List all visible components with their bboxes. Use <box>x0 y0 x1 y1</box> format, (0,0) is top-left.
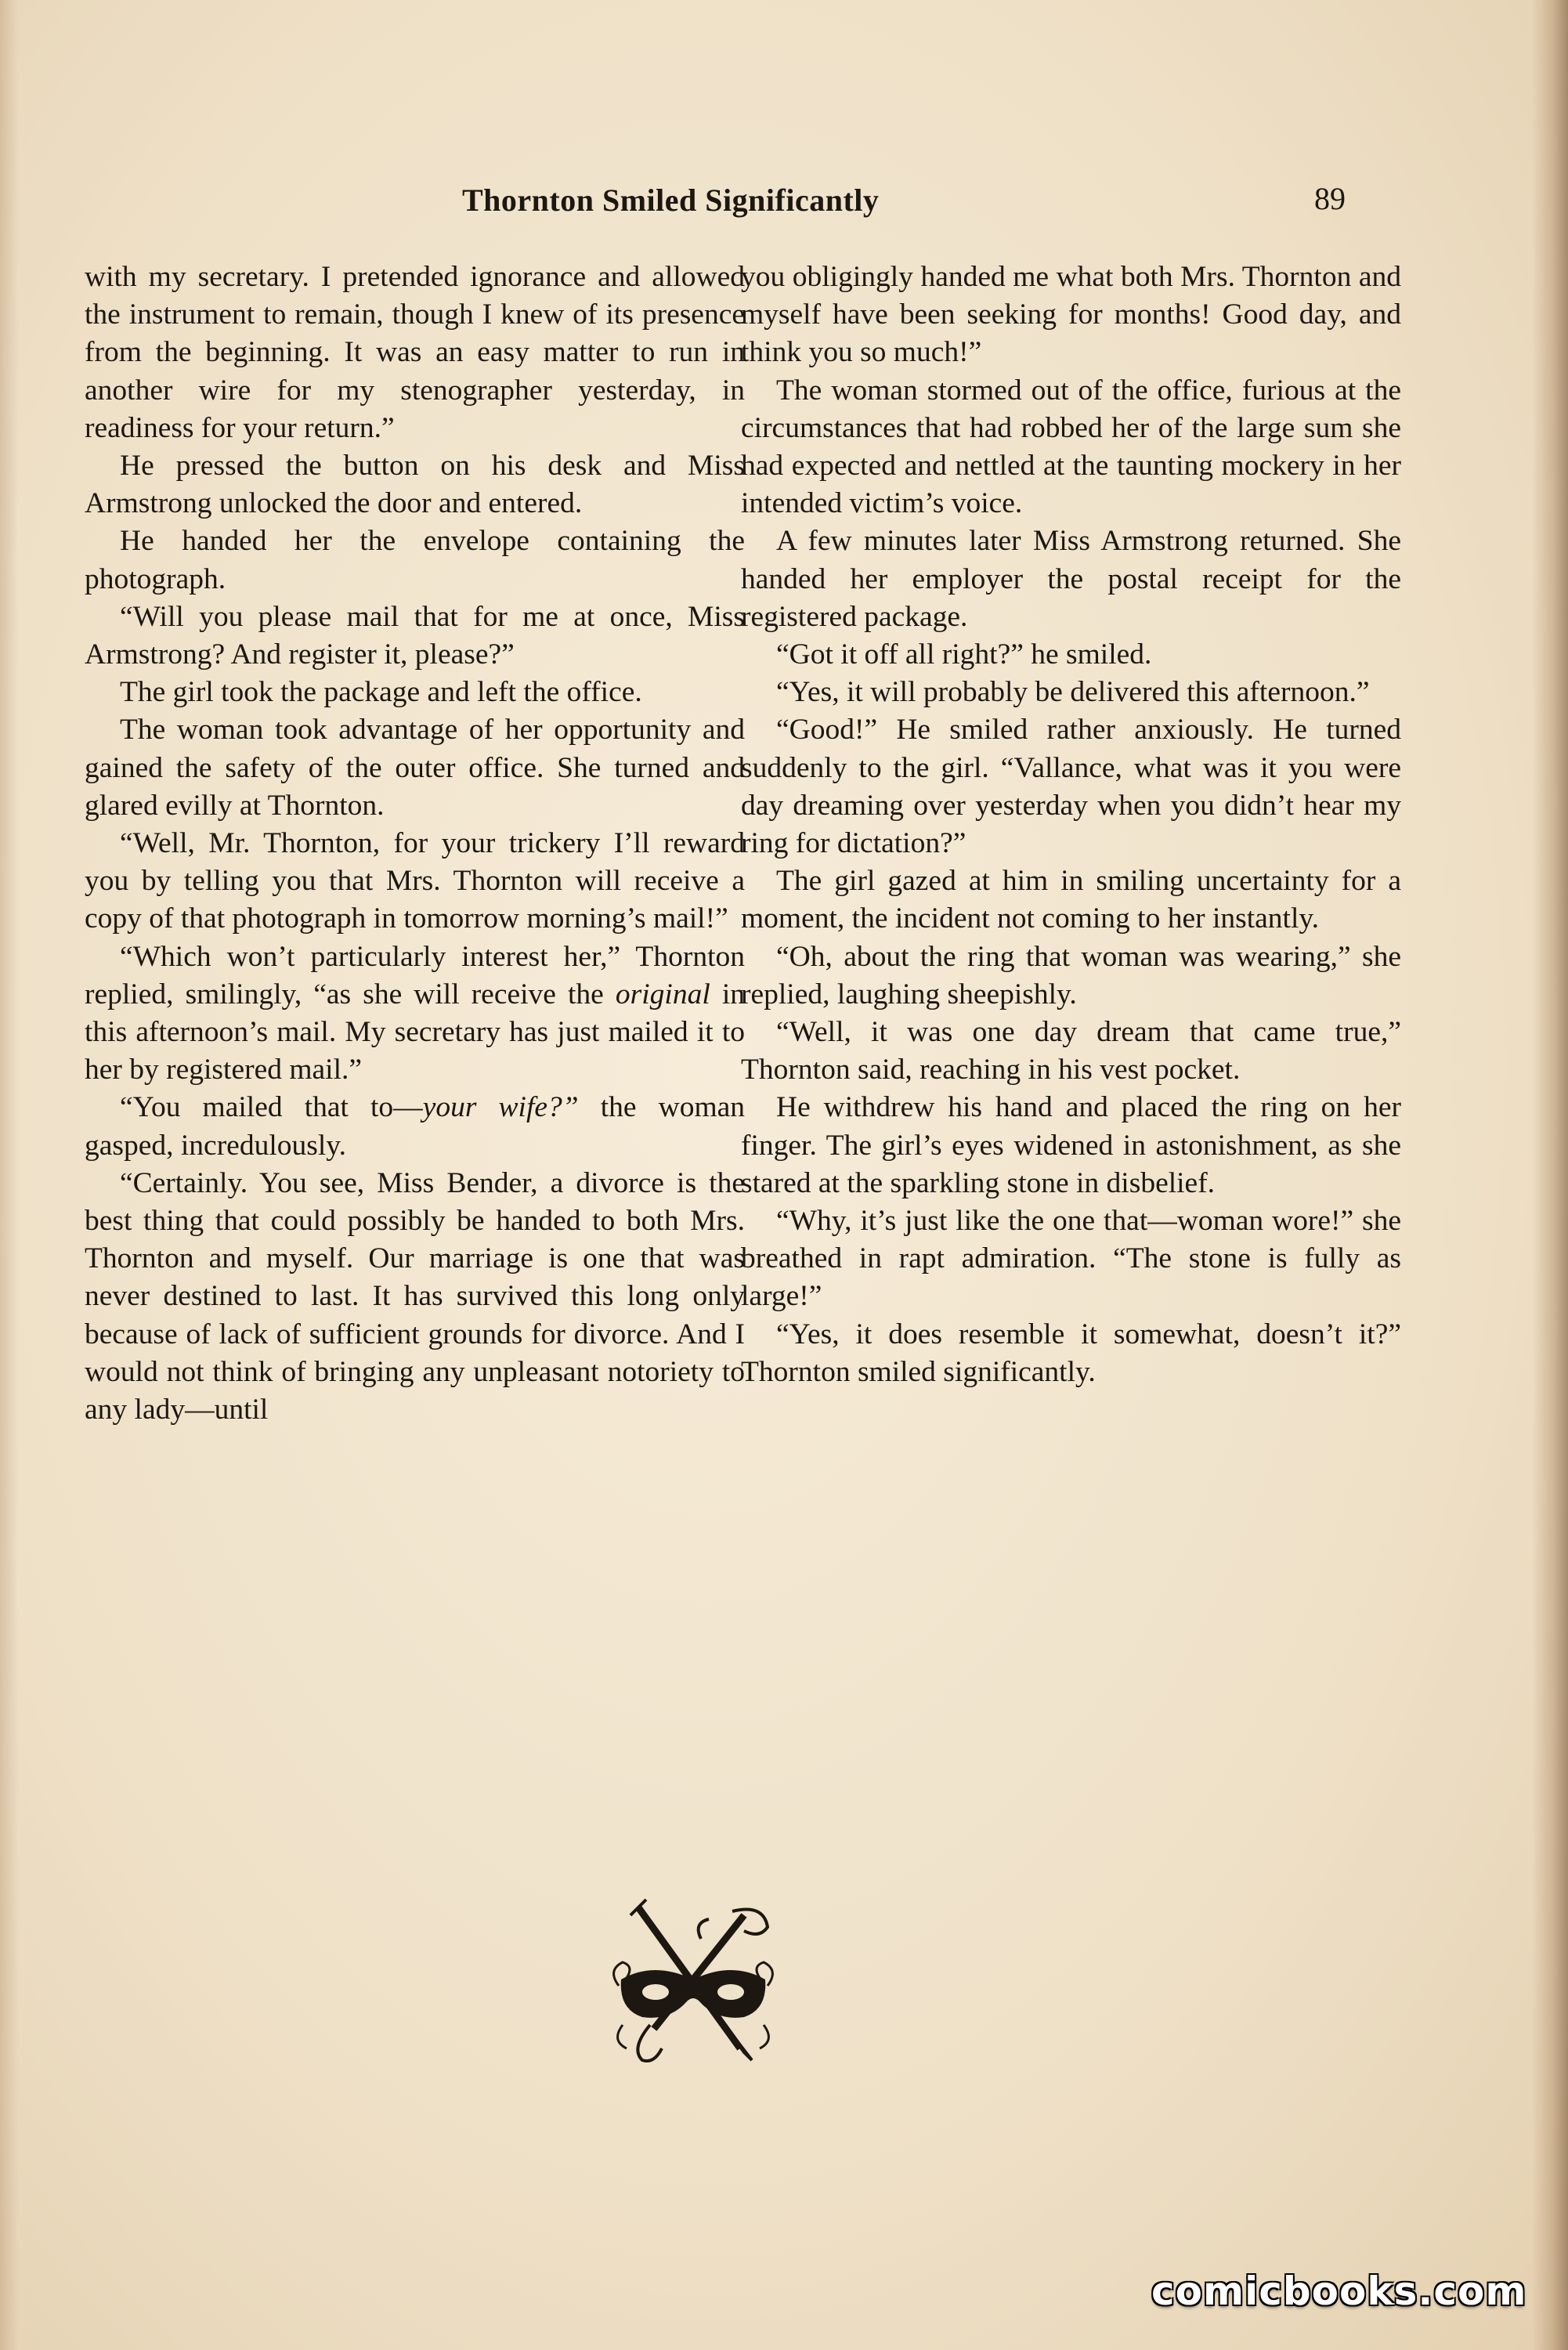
paragraph: “Good!” He smiled rather anxiously. He turned suddenly to the girl. “Vallance, what was it you were day dreaming over yesterday when you didn’t hear my ring for dictation?” <box>741 714 1401 860</box>
paragraph: The woman stormed out of the office, furious at the circumstances that had robbed her of the large sum she had expected and nettled at the taunting mockery in her intended victim’s voice. <box>741 374 1401 520</box>
paragraph: “Certainly. You see, Miss Bender, a divorce is the best thing that could possibly be handed to both Mrs. Thornton and myself. Our marriage is one that was never destined to last. It has survived this long only because of lack of sufficient grounds for divorce. And I would not think of bringing any unpleasant notoriety to any lady—until <box>85 1166 745 1426</box>
paragraph: “Oh, about the ring that woman was wearing,” she replied, laughing sheepishly. <box>741 940 1401 1010</box>
paragraph: The girl took the package and left the office. <box>120 676 642 709</box>
emphasis: original <box>615 978 710 1010</box>
page-shadow-left <box>0 0 19 2350</box>
paragraph: The girl gazed at him in smiling uncertainty for a moment, the incident not coming to her instantly. <box>741 865 1401 935</box>
paragraph: “Yes, it will probably be delivered this afternoon.” <box>776 676 1370 709</box>
page-shadow-right <box>1532 0 1568 2350</box>
paragraph: “Why, it’s just like the one that—woman wore!” she breathed in rapt admiration. “The stone is fully as large!” <box>741 1205 1401 1313</box>
right-column <box>741 258 1401 1391</box>
mask-dagger-pistol-icon <box>607 1892 779 2072</box>
emphasis: your wife?” <box>422 1091 579 1124</box>
paragraph: with my secretary. I pretended ignorance and allowed the instrument to remain, though I knew of its presence from the beginning. It was an easy matter to run in another wire for my stenographer yesterday, in readiness for your return.” <box>85 261 745 444</box>
paragraph: “Well, Mr. Thornton, for your trickery I’ll reward you by telling you that Mrs. Thornton will receive a copy of that photograph in tomorrow morning’s mail!” <box>85 827 745 935</box>
paragraph: you obligingly handed me what both Mrs. Thornton and myself have been seeking for months! Good day, and think you so much!” <box>741 261 1401 369</box>
text-run: “Which won’t particularly interest her,” Thornton replied, smilingly, “as she will receive the <box>85 940 745 1010</box>
page-number: 89 <box>1314 181 1346 216</box>
text-run: the woman gasped, incredulously. <box>85 1091 746 1162</box>
text-run: “You mailed that to— <box>120 1091 423 1124</box>
paragraph <box>85 938 745 1090</box>
text-run: in this afternoon’s mail. My secretary has just mailed it to her by registered mail.” <box>85 978 745 1086</box>
paragraph: The woman took advantage of her opportunity and gained the safety of the outer office. She turned and glared evilly at Thornton. <box>85 714 745 822</box>
left-column <box>85 258 745 1429</box>
paragraph: “Got it off all right?” he smiled. <box>776 638 1152 671</box>
paragraph: “Yes, it does resemble it somewhat, doesn’t it?” Thornton smiled significantly. <box>741 1318 1401 1388</box>
paragraph: He handed her the envelope containing the photograph. <box>85 525 745 595</box>
paragraph: “Will you please mail that for me at once, Miss Armstrong? And register it, please?” <box>85 600 745 671</box>
paragraph: “Well, it was one day dream that came true,” Thornton said, reaching in his vest pocket. <box>741 1016 1401 1086</box>
paragraph: A few minutes later Miss Armstrong returned. She handed her employer the postal receipt for the registered package. <box>741 525 1401 633</box>
paragraph: He pressed the button on his desk and Miss Armstrong unlocked the door and entered. <box>85 450 745 520</box>
site-watermark: comicbooks.com <box>1151 2269 1527 2314</box>
paragraph <box>85 1089 745 1164</box>
running-title: Thornton Smiled Significantly <box>462 183 880 218</box>
paragraph: He withdrew his hand and placed the ring on her finger. The girl’s eyes widened in astonishment, as she stared at the sparkling stone in disbelief. <box>741 1091 1401 1199</box>
